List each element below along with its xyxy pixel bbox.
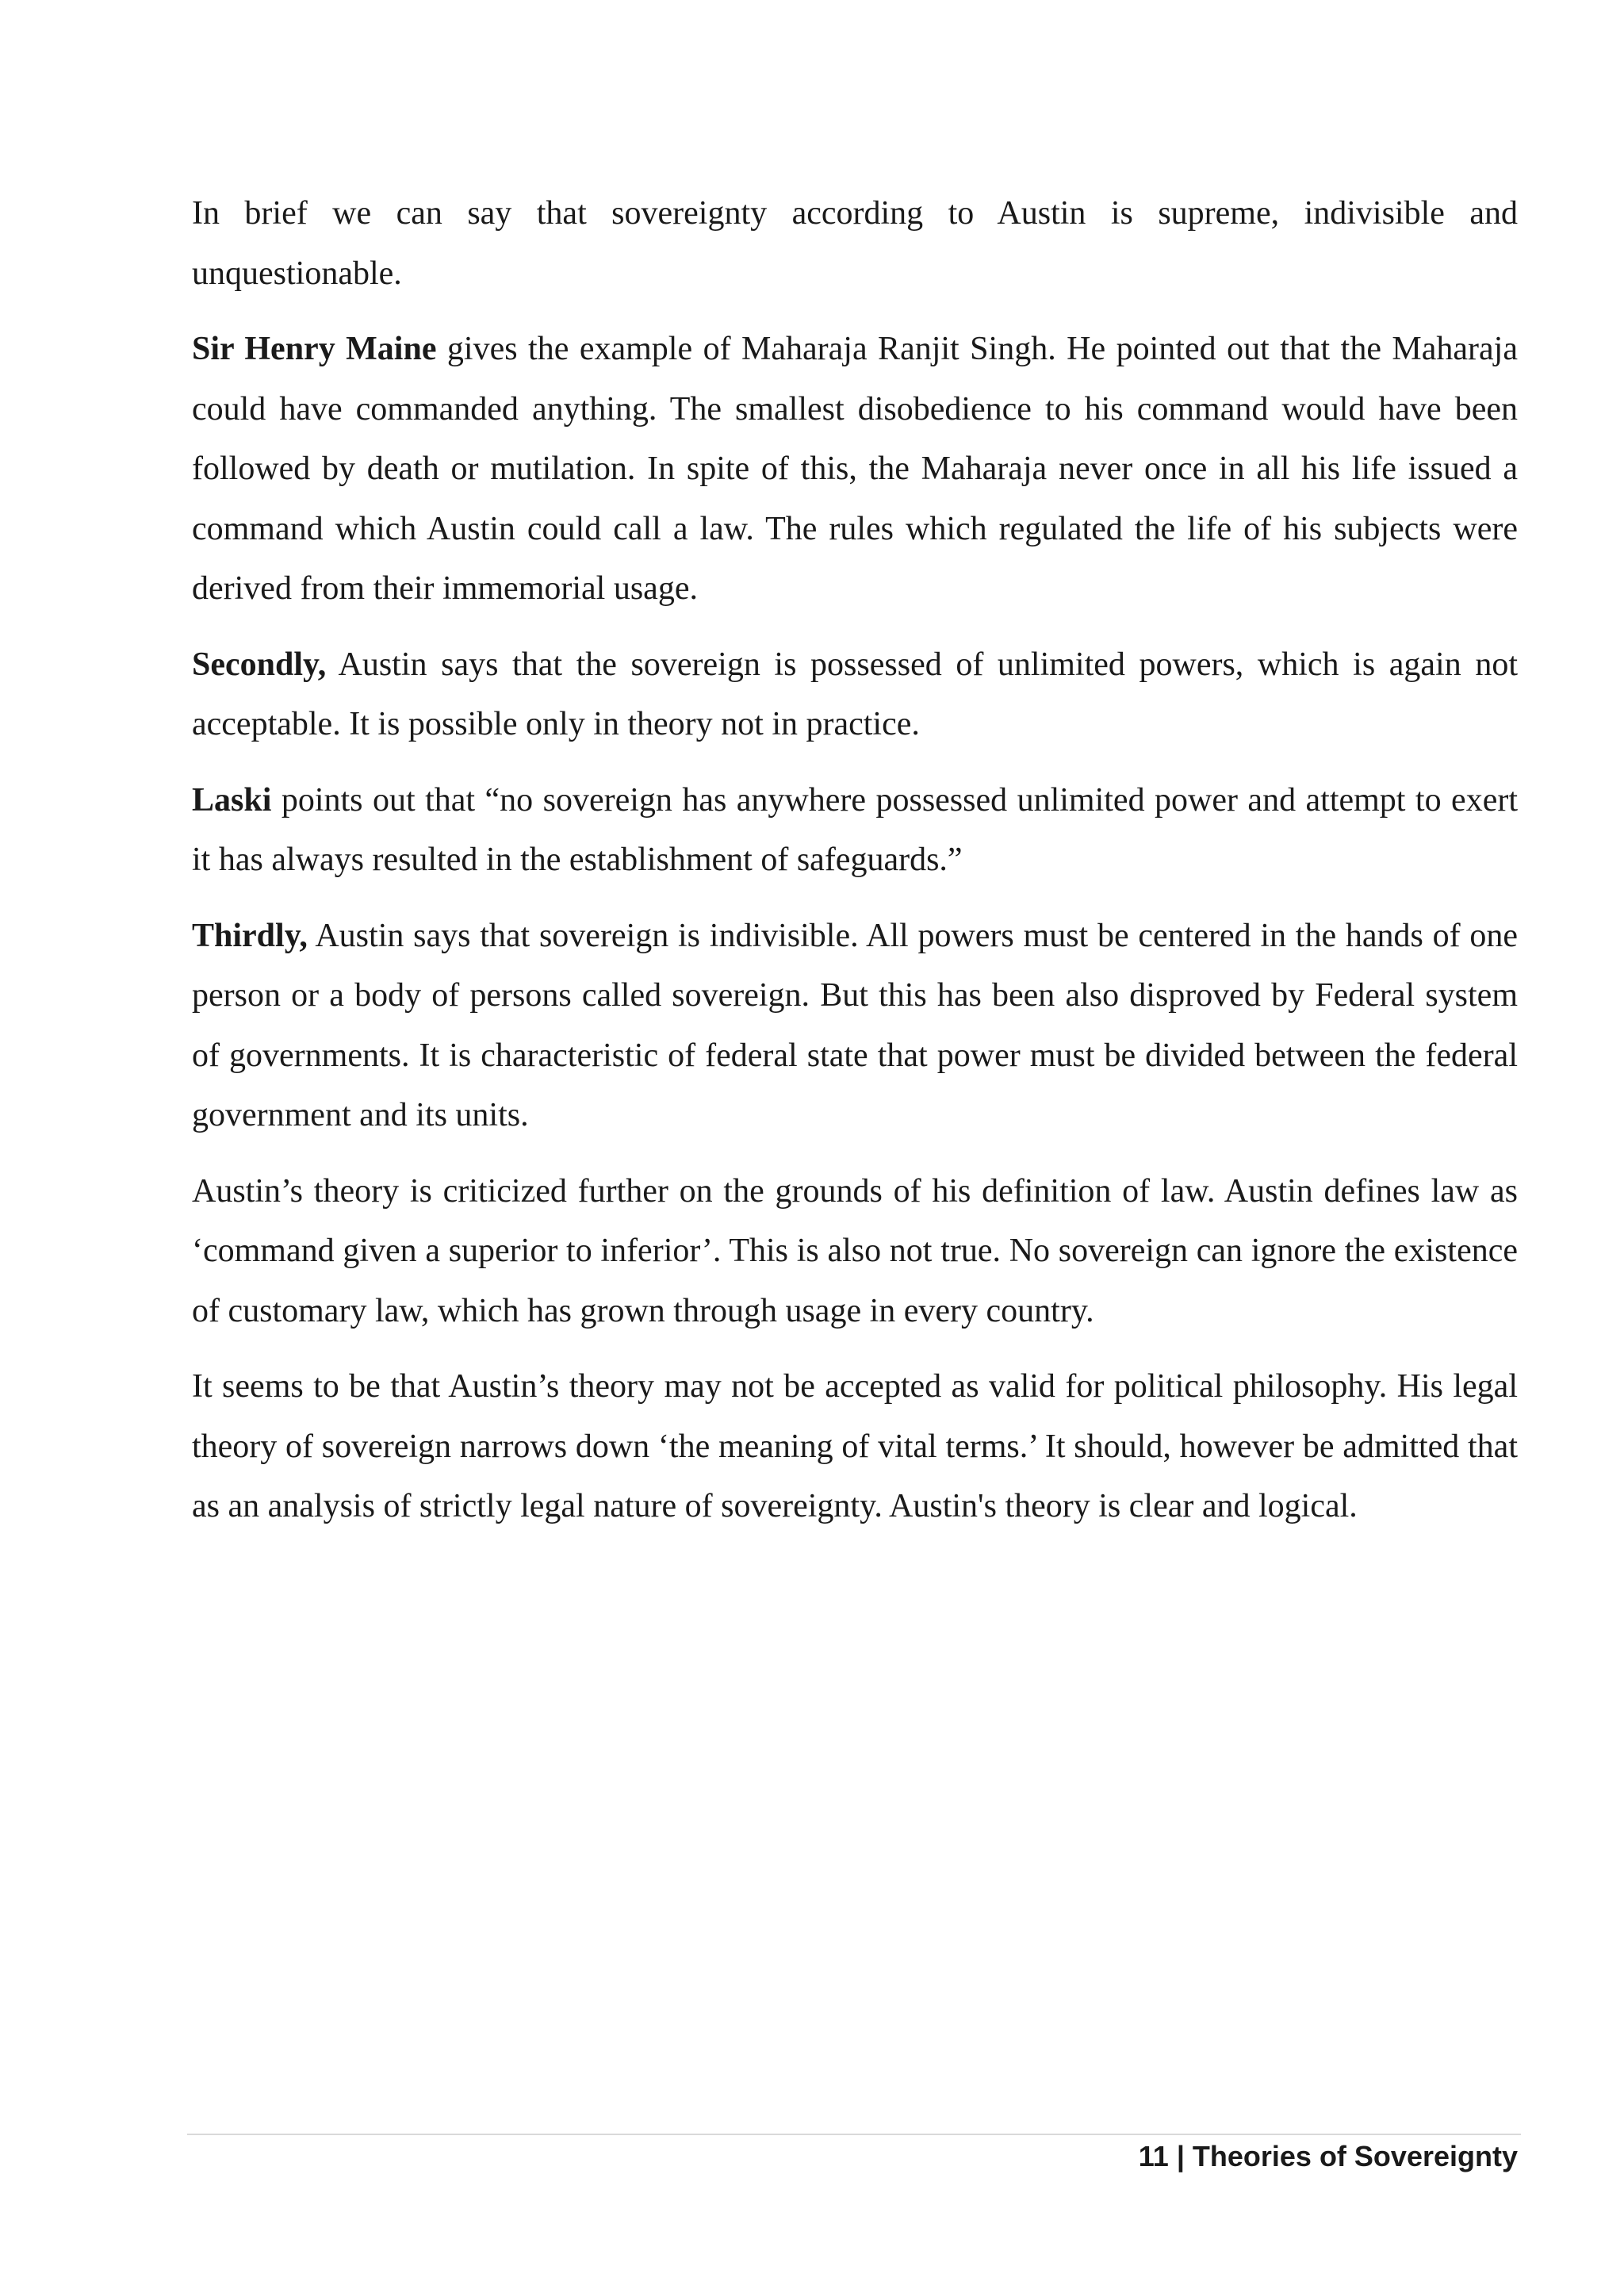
- document-title: Theories of Sovereignty: [1192, 2140, 1518, 2172]
- paragraph-lead: Thirdly,: [192, 917, 308, 954]
- paragraph-lead: Laski: [192, 781, 272, 819]
- paragraph-secondly: [192, 635, 1518, 755]
- paragraph-lead: Sir Henry Maine: [192, 331, 437, 367]
- page-footer: [1139, 2138, 1518, 2175]
- paragraph-lead: Secondly,: [192, 646, 327, 683]
- paragraph-text: gives the example of Maharaja Ranjit Singh. He pointed out that the Maharaja could have commanded anything. The smallest disobedience to his command would have been followed by death or mutilation. In spite of this, the Maharaja never once in all his life issued a command which Austin could call a law. The rules which regulated the life of his subjects were derived from their immemorial usage.: [192, 331, 1518, 607]
- body-text: [192, 184, 1518, 1553]
- page-number: 11: [1138, 2140, 1169, 2172]
- paragraph-definition-of-law: [192, 1162, 1518, 1342]
- paragraph-text: Austin’s theory is criticized further on the grounds of his definition of law. Austin defines law as ‘command given a superior to inferior’. This is also not true. No sovereign can ignore the existence of customary law, which has grown through usage in every country.: [192, 1172, 1518, 1329]
- paragraph-text: Austin says that the sovereign is possessed of unlimited powers, which is again not acceptable. It is possible only in theory not in practice.: [192, 646, 1518, 742]
- paragraph-maine: [192, 320, 1518, 619]
- paragraph-text: points out that “no sovereign has anywhere possessed unlimited power and attempt to exert it has always resulted in the establishment of safeguards.”: [192, 781, 1518, 878]
- paragraph-laski: [192, 771, 1518, 891]
- paragraph-text: Austin says that sovereign is indivisible. All powers must be centered in the hands of one person or a body of persons called sovereign. But this has been also disproved by Federal system of governments. It is characteristic of federal state that power must be divided between the federal government and its units.: [192, 917, 1518, 1133]
- paragraph-thirdly: [192, 907, 1518, 1146]
- footer-separator: |: [1176, 2140, 1185, 2172]
- paragraph-text: It seems to be that Austin’s theory may not be accepted as valid for political philosophy. His legal theory of sovereign narrows down ‘the meaning of vital terms.’ It should, however be admitted that as an analysis of strictly legal nature of sovereignty. Austin's theory is clear and logical.: [192, 1368, 1518, 1524]
- paragraph-intro: [192, 184, 1518, 304]
- footer-divider: [187, 2134, 1521, 2135]
- paragraph-text: In brief we can say that sovereignty according to Austin is supreme, indivisible and unquestionable.: [192, 195, 1518, 292]
- paragraph-conclusion: [192, 1357, 1518, 1537]
